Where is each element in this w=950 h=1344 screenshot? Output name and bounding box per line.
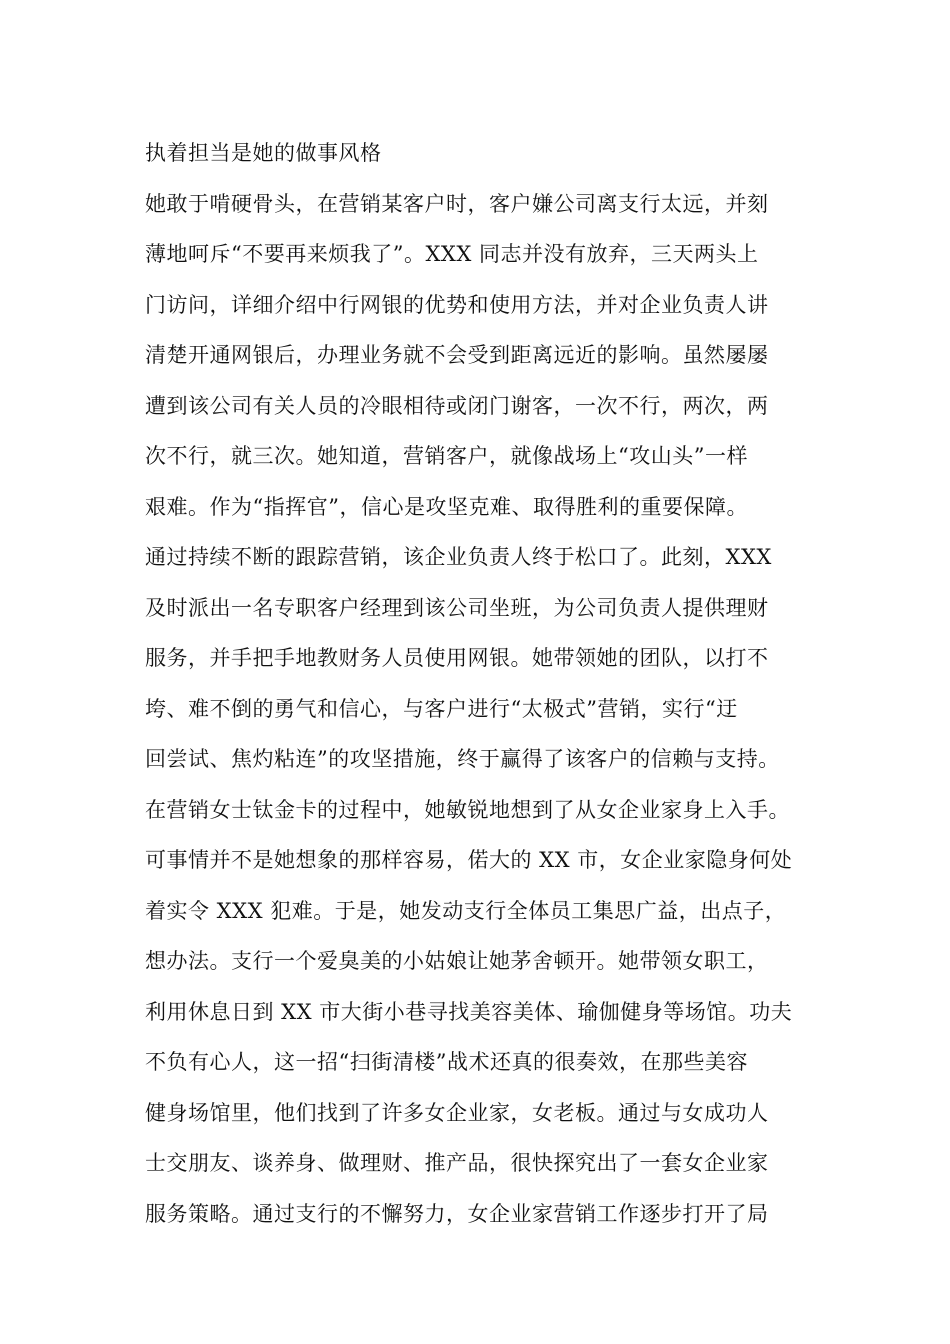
- paragraph-line: 门访问，详细介绍中行网银的优势和使用方法，并对企业负责人讲: [145, 292, 769, 317]
- paragraph-line: 利用休息日到 XX 市大街小巷寻找美容美体、瑜伽健身等场馆。功夫: [145, 999, 793, 1024]
- paragraph-line: 回尝试、焦灼粘连”的攻坚措施，终于赢得了该客户的信赖与支持。: [145, 747, 780, 771]
- paragraph-line: 服务，并手把手地教财务人员使用网银。她带领她的团队，以打不: [145, 646, 769, 670]
- paragraph-line: 薄地呵斥“不要再来烦我了”。XXX 同志并没有放弃，三天两头上: [145, 242, 759, 266]
- paragraph-line: 遭到该公司有关人员的冷眼相待或闭门谢客，一次不行，两次，两: [145, 393, 769, 418]
- paragraph-line: 服务策略。通过支行的不懈努力，女企业家营销工作逐步打开了局: [145, 1201, 769, 1226]
- paragraph-line: 想办法。支行一个爱臭美的小姑娘让她茅舍顿开。她带领女职工，: [145, 949, 769, 973]
- paragraph-line: 及时派出一名专职客户经理到该公司坐班，为公司负责人提供理财: [145, 595, 769, 620]
- paragraph-line: 清楚开通网银后，办理业务就不会受到距离远近的影响。虽然屡屡: [145, 343, 769, 367]
- paragraph-line: 士交朋友、谈养身、做理财、推产品，很快探究出了一套女企业家: [145, 1151, 769, 1175]
- paragraph-line: 着实令 XXX 犯难。于是，她发动支行全体员工集思广益，出点子，: [145, 898, 787, 923]
- paragraph-line: 垮、难不倒的勇气和信心，与客户进行“太极式”营销，实行“迂: [145, 696, 738, 721]
- paragraph-line: 次不行，就三次。她知道，营销客户，就像战场上“攻山头”一样: [145, 444, 748, 468]
- paragraph-line: 健身场馆里，他们找到了许多女企业家，女老板。通过与女成功人: [145, 1100, 769, 1125]
- paragraph-line: 可事情并不是她想象的那样容易，偌大的 XX 市，女企业家隐身何处: [145, 848, 793, 872]
- section-heading: 执着担当是她的做事风格: [145, 141, 382, 165]
- paragraph-line: 通过持续不断的跟踪营销，该企业负责人终于松口了。此刻，XXX: [145, 545, 772, 569]
- paragraph-line: 她敢于啃硬骨头，在营销某客户时，客户嫌公司离支行太远，并刻: [145, 191, 769, 216]
- paragraph-line: 在营销女士钛金卡的过程中，她敏锐地想到了从女企业家身上入手。: [145, 797, 790, 822]
- document-body: [145, 132, 845, 1243]
- paragraph-line: 艰难。作为“指挥官”，信心是攻坚克难、取得胜利的重要保障。: [145, 494, 748, 519]
- paragraph-line: 不负有心人，这一招“扫街清楼”战术还真的很奏效，在那些美容: [145, 1050, 748, 1074]
